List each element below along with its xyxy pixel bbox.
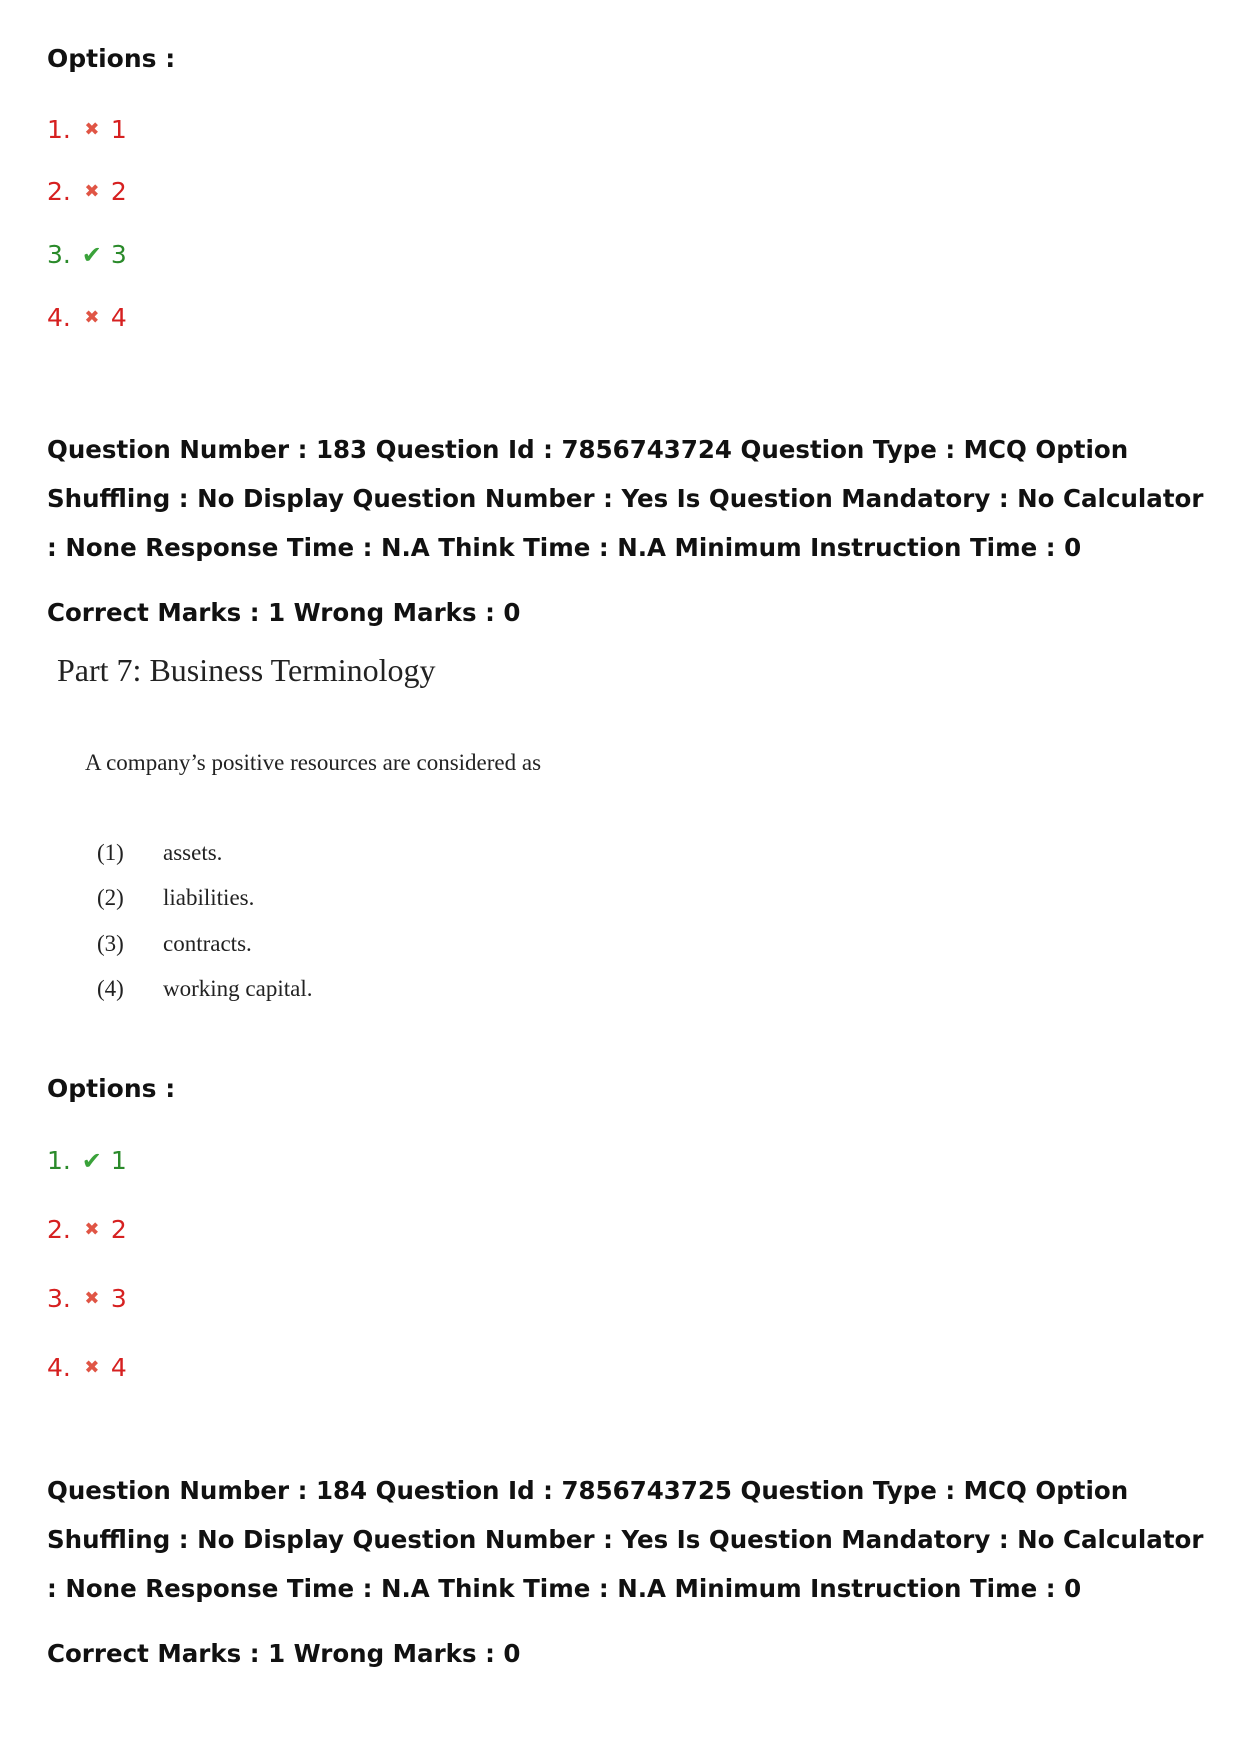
question-marks: Correct Marks : 1 Wrong Marks : 0 [47,1639,521,1668]
cross-icon: ✖ [84,181,100,202]
cross-icon: ✖ [84,119,100,140]
option-1: 1. ✖ 1 [47,115,127,144]
choice-1: (1) assets. [97,840,223,865]
choice-2: (2) liabilities. [97,885,255,910]
check-icon: ✔ [81,1146,102,1175]
question-meta: Question Number : 184 Question Id : 7856743725 Question Type : MCQ Option Shuffling : No Display Question Number : Yes Is Question Mandatory : No Calculator : None Response Time : N.A Think Time : N.A Minimum Instruction Time : 0 [47,1476,1204,1603]
question-meta: Question Number : 183 Question Id : 7856743724 Question Type : MCQ Option Shuffling : No Display Question Number : Yes Is Question Mandatory : No Calculator : None Response Time : N.A Think Time : N.A Minimum Instruction Time : 0 [47,435,1204,562]
choice-4: (4) working capital. [97,976,313,1001]
choice-3: (3) contracts. [97,931,252,956]
option-2: 2. ✖ 2 [47,1215,127,1244]
cross-icon: ✖ [84,1219,100,1240]
cross-icon: ✖ [84,1288,100,1309]
question-stem: A company’s positive resources are considered as [85,750,542,775]
options-heading: Options : [47,1074,176,1103]
option-4: 4. ✖ 4 [47,303,127,332]
options-heading: Options : [47,44,176,73]
option-3: 3. ✔ 3 [47,240,127,269]
option-2: 2. ✖ 2 [47,177,127,206]
option-3: 3. ✖ 3 [47,1284,127,1313]
part-title: Part 7: Business Terminology [57,652,436,688]
question-marks: Correct Marks : 1 Wrong Marks : 0 [47,598,521,627]
option-4: 4. ✖ 4 [47,1353,127,1382]
cross-icon: ✖ [84,307,100,328]
cross-icon: ✖ [84,1357,100,1378]
question-image [47,652,747,1012]
option-1: 1. ✔ 1 [47,1146,127,1175]
check-icon: ✔ [81,240,102,269]
